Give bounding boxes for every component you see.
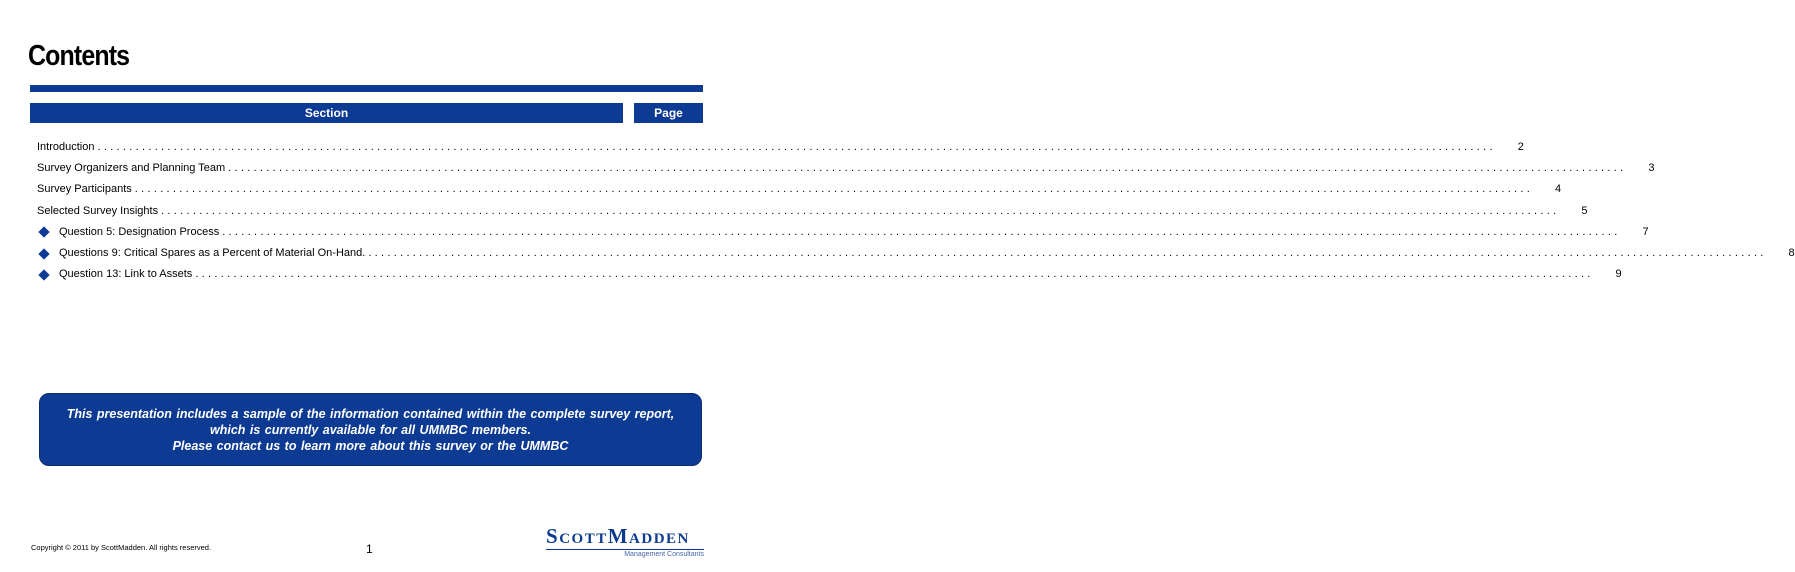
dot-leader: ............................................................................................................................................................................................................................ bbox=[368, 246, 1767, 259]
table-of-contents bbox=[37, 137, 1795, 285]
dot-leader: ............................................................................................................................................................................................................................ bbox=[195, 268, 1594, 281]
dot-leader: ............................................................................................................................................................................................................................ bbox=[134, 183, 1534, 196]
logo-wordmark: SCOTTMADDEN bbox=[546, 527, 704, 550]
toc-entry[interactable] bbox=[37, 179, 1562, 200]
dot-leader: ............................................................................................................................................................................................................................ bbox=[97, 141, 1496, 153]
toc-subentry[interactable] bbox=[37, 264, 1622, 285]
toc-entry-label: Questions 9: Critical Spares as a Percent of Material On-Hand. bbox=[59, 246, 366, 259]
page-column-header: Page bbox=[634, 103, 703, 123]
toc-subentry[interactable] bbox=[37, 243, 1795, 264]
copyright-notice: Copyright © 2011 by ScottMadden. All rights reserved. bbox=[31, 543, 212, 552]
logo-tagline: Management Consultants bbox=[624, 551, 704, 558]
page-number: 1 bbox=[366, 542, 373, 556]
toc-entry-label: Survey Organizers and Planning Team bbox=[37, 162, 226, 175]
toc-entry-label: Selected Survey Insights bbox=[37, 204, 159, 217]
toc-entry-page: 8 bbox=[1788, 246, 1795, 259]
dot-leader: ............................................................................................................................................................................................................................ bbox=[228, 162, 1627, 175]
dot-leader: ............................................................................................................................................................................................................................ bbox=[222, 225, 1621, 238]
diamond-bullet-icon bbox=[38, 269, 49, 280]
toc-entry-label: Question 5: Designation Process bbox=[59, 225, 220, 238]
callout-line: which is currently available for all UMMBC members. bbox=[210, 422, 531, 437]
info-callout bbox=[39, 393, 702, 466]
toc-entry-page: 5 bbox=[1581, 204, 1588, 217]
dot-leader: ............................................................................................................................................................................................................................ bbox=[161, 204, 1560, 217]
toc-entry-page: 3 bbox=[1648, 162, 1655, 175]
callout-line: Please contact us to learn more about this survey or the UMMBC bbox=[172, 438, 569, 453]
scottmadden-logo bbox=[546, 524, 704, 558]
toc-entry[interactable] bbox=[37, 137, 1524, 158]
toc-entry-page: 9 bbox=[1615, 268, 1622, 281]
toc-entry-page: 4 bbox=[1555, 183, 1562, 196]
section-column-header: Section bbox=[30, 103, 623, 123]
toc-entry-page: 2 bbox=[1517, 141, 1524, 153]
toc-entry[interactable] bbox=[37, 158, 1655, 179]
toc-entry-page: 7 bbox=[1642, 225, 1649, 238]
diamond-bullet-icon bbox=[38, 248, 49, 259]
toc-subentry[interactable] bbox=[37, 222, 1649, 243]
toc-entry-label: Survey Participants bbox=[37, 183, 132, 196]
diamond-bullet-icon bbox=[38, 227, 49, 238]
toc-entry-label: Introduction bbox=[37, 141, 95, 153]
toc-entry[interactable] bbox=[37, 201, 1588, 222]
page-title: Contents bbox=[28, 40, 130, 72]
toc-entry-label: Question 13: Link to Assets bbox=[59, 268, 193, 281]
callout-line: This presentation includes a sample of the information contained within the complete survey report, bbox=[66, 406, 675, 421]
title-rule bbox=[30, 85, 703, 92]
